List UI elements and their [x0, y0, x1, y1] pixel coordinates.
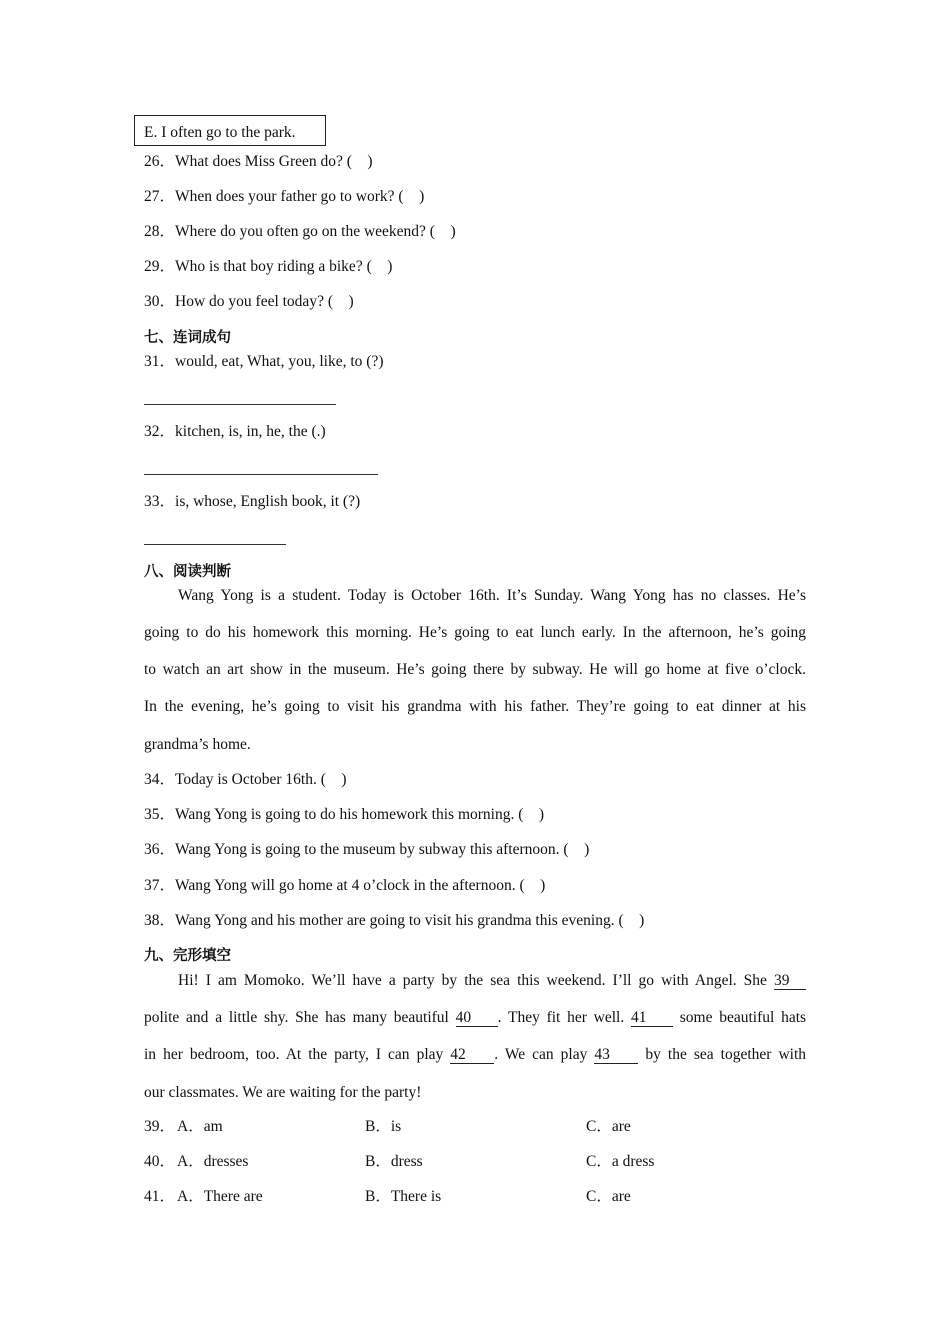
question-38: 38．Wang Yong and his mother are going to visit his grandma this evening. ( )	[144, 912, 645, 929]
choice-39-c[interactable]: C．are	[586, 1118, 631, 1135]
choice-40-c[interactable]: C．a dress	[586, 1153, 655, 1170]
choice-num-41: 41．	[144, 1188, 176, 1205]
question-27: 27．When does your father go to work? ( )	[144, 188, 425, 205]
choice-num-40: 40．	[144, 1153, 176, 1170]
passage-line: grandma’s home.	[144, 736, 251, 753]
passage-line: to watch an art show in the museum. He’s going there by subway. He will go home at five o’clock.	[144, 661, 806, 678]
option-e-text: E. I often go to the park.	[144, 124, 296, 141]
passage-line: In the evening, he’s going to visit his grandma with his father. They’re going to eat dinner at his	[144, 698, 806, 715]
blank-43[interactable]: 43	[594, 1047, 638, 1064]
answer-line-33[interactable]	[144, 544, 286, 545]
cloze-line-1: Hi! I am Momoko. We’ll have a party by the sea this weekend. I’ll go with Angel. She 39	[178, 971, 806, 991]
question-26: 26．What does Miss Green do? ( )	[144, 153, 373, 170]
choice-41-a[interactable]: A．There are	[177, 1188, 263, 1205]
question-29: 29．Who is that boy riding a bike? ( )	[144, 258, 393, 275]
choice-39-a[interactable]: A．am	[177, 1118, 223, 1135]
question-35: 35．Wang Yong is going to do his homework this morning. ( )	[144, 806, 545, 823]
blank-42[interactable]: 42	[450, 1047, 494, 1064]
blank-41[interactable]: 41	[631, 1010, 673, 1027]
choice-41-c[interactable]: C．are	[586, 1188, 631, 1205]
question-37: 37．Wang Yong will go home at 4 o’clock in the afternoon. ( )	[144, 877, 546, 894]
answer-line-31[interactable]	[144, 404, 336, 405]
question-34: 34．Today is October 16th. ( )	[144, 771, 347, 788]
passage-line: Wang Yong is a student. Today is October 16th. It’s Sunday. Wang Yong has no classes. He’s	[178, 587, 806, 604]
cloze-line-2: polite and a little shy. She has many beautiful 40 . They fit her well. 41 some beautiful hats	[144, 1009, 807, 1026]
blank-39[interactable]: 39	[774, 973, 806, 990]
question-33: 33．is, whose, English book, it (?)	[144, 493, 361, 510]
question-32: 32．kitchen, is, in, he, the (.)	[144, 423, 326, 440]
section-9-heading: 九、完形填空	[144, 948, 231, 964]
choice-num-39: 39．	[144, 1118, 176, 1135]
question-36: 36．Wang Yong is going to the museum by subway this afternoon. ( )	[144, 841, 590, 858]
blank-40[interactable]: 40	[456, 1010, 498, 1027]
choice-39-b[interactable]: B．is	[365, 1118, 402, 1135]
choice-40-a[interactable]: A．dresses	[177, 1153, 249, 1170]
passage-line: going to do his homework this morning. He’s going to eat lunch early. In the afternoon, he’s going	[144, 624, 806, 641]
section-8-heading: 八、阅读判断	[144, 564, 231, 580]
question-30: 30．How do you feel today? ( )	[144, 293, 354, 310]
question-31: 31．would, eat, What, you, like, to (?)	[144, 353, 384, 370]
choice-41-b[interactable]: B．There is	[365, 1188, 442, 1205]
option-box	[134, 115, 326, 146]
choice-40-b[interactable]: B．dress	[365, 1153, 423, 1170]
answer-line-32[interactable]	[144, 474, 378, 475]
cloze-line-3: in her bedroom, too. At the party, I can play 42 . We can play 43 by the sea together with	[144, 1046, 807, 1063]
question-28: 28．Where do you often go on the weekend? ( )	[144, 223, 456, 240]
section-7-heading: 七、连词成句	[144, 330, 231, 346]
cloze-line-4: our classmates. We are waiting for the party!	[144, 1084, 422, 1101]
